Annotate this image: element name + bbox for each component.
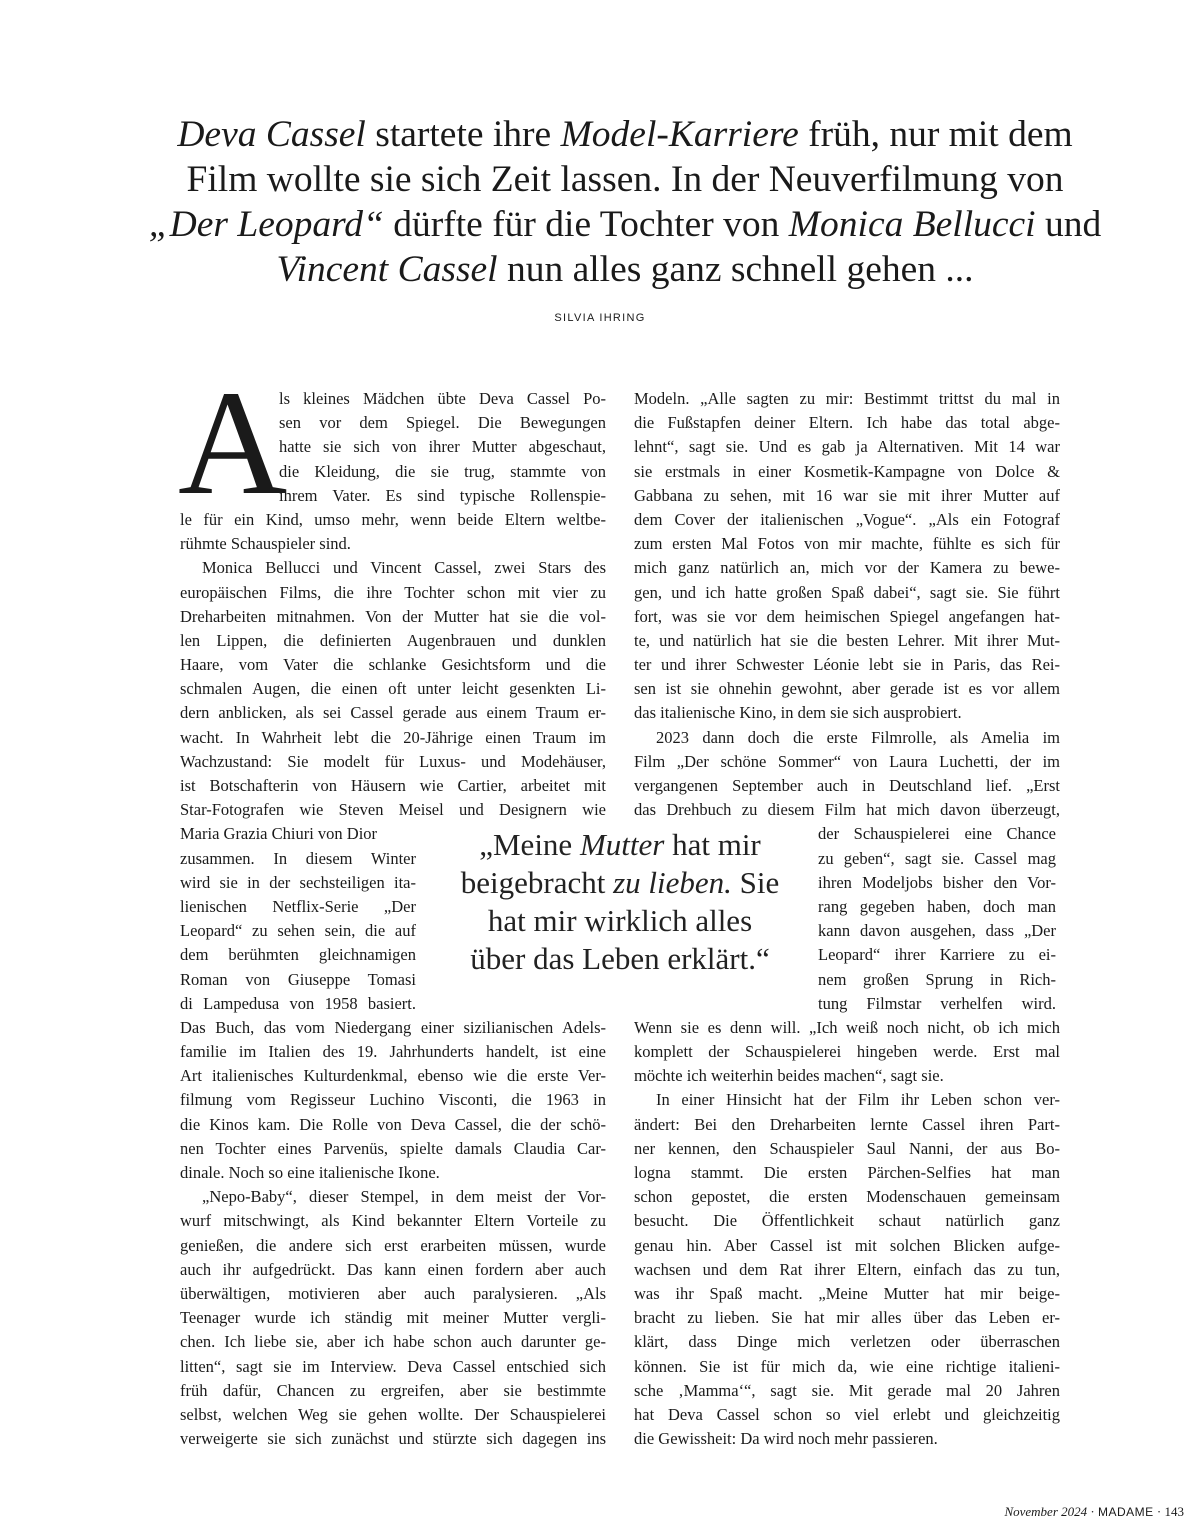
text-line: Monica Bellucci und Vincent Cassel, zwei Stars des bbox=[202, 558, 606, 578]
intro-segment: Deva Cassel bbox=[177, 114, 366, 155]
text-line: ihrem Vater. Es sind typische Rollenspie- bbox=[279, 485, 606, 505]
footer-separator: · bbox=[1153, 1504, 1165, 1519]
text-line: wachsen und dem Rat ihrer Eltern, einfach das zu tun, bbox=[634, 1259, 1060, 1279]
text-line: das italienische Kino, in dem sie sich ausprobiert. bbox=[634, 703, 962, 723]
text-line: gen, und ich hatte großen Spaß dabei“, sagt sie. Sie führt bbox=[634, 582, 1060, 602]
pull-quote-segment: über das Leben erklärt.“ bbox=[470, 941, 770, 976]
text-line: Gabbana zu sehen, mit 16 war sie mit ihrer Mutter auf bbox=[634, 485, 1060, 505]
text-line: sche ‚Mamma‘“, sagt sie. Mit gerade mal 20 Jahren bbox=[634, 1380, 1060, 1400]
intro-segment: Vincent Cassel bbox=[276, 249, 498, 290]
intro-segment: „Der Leopard“ bbox=[148, 204, 384, 245]
text-line: dern anblicken, als sei Cassel gerade aus einem Traum er- bbox=[180, 703, 606, 723]
intro-segment: früh, nur mit dem bbox=[798, 114, 1073, 155]
text-line: le für ein Kind, umso mehr, wenn beide Eltern weltbe- bbox=[180, 509, 606, 529]
text-line: lehnt“, sagt sie. Und es gab ja Alternativen. Mit 14 war bbox=[634, 437, 1060, 457]
pull-quote-segment: Mutter bbox=[579, 827, 665, 862]
text-line: ihren Modeljobs bisher den Vor- bbox=[818, 872, 1056, 892]
text-line: schmalen Augen, die einen oft unter leicht gesenkten Li- bbox=[180, 679, 606, 699]
intro-segment: und bbox=[1035, 204, 1102, 245]
left-column-text-a bbox=[180, 508, 606, 822]
author-byline: SILVIA IHRING bbox=[554, 312, 646, 324]
text-line: Art italienisches Kulturdenkmal, ebenso wie die erste Ver- bbox=[180, 1066, 606, 1086]
text-line: hat Deva Cassel schon so viel erlebt und gleichzeitig bbox=[634, 1404, 1060, 1424]
text-line: besucht. Die Öffentlichkeit schaut natürlich ganz bbox=[634, 1211, 1060, 1231]
pull-quote-segment: Sie bbox=[731, 865, 780, 900]
intro-segment: Model-Karriere bbox=[560, 114, 799, 155]
text-line: „Nepo-Baby“, dieser Stempel, in dem meist der Vor- bbox=[202, 1187, 606, 1207]
text-line: zusammen. In diesem Winter bbox=[180, 848, 416, 868]
issue-date: November 2024 bbox=[1004, 1504, 1088, 1519]
text-line: das Drehbuch zu diesem Film hat mich davon überzeugt, bbox=[634, 800, 1060, 820]
text-line: zu geben“, sagt sie. Cassel mag bbox=[818, 848, 1056, 868]
text-line: Wenn sie es denn will. „Ich weiß noch nicht, ob ich mich bbox=[634, 1017, 1060, 1037]
text-line: len Lippen, die definierten Augenbrauen und dunklen bbox=[180, 630, 606, 650]
text-line: Wachzustand: Sie modelt für Luxus- und Modehäuser, bbox=[180, 751, 606, 771]
text-line: ändert: Bei den Dreharbeiten lernte Cassel ihren Part- bbox=[634, 1114, 1060, 1134]
text-line: Modeln. „Alle sagten zu mir: Bestimmt trittst du mal in bbox=[634, 389, 1060, 408]
text-line: überwältigen, motivieren aber auch paralysieren. „Als bbox=[180, 1283, 606, 1303]
text-line: tung Filmstar verhelfen wird. bbox=[818, 993, 1056, 1013]
text-line: sen vor dem Spiegel. Die Bewegungen bbox=[279, 413, 606, 433]
text-line: Leopard“ zu sehen sein, die auf bbox=[180, 921, 416, 941]
text-line: 2023 dann doch die erste Filmrolle, als Amelia im bbox=[656, 727, 1060, 747]
intro-segment: Film wollte sie sich Zeit lassen. In der Neuverfilmung von bbox=[186, 159, 1064, 200]
text-line: lienischen Netflix-Serie „Der bbox=[180, 896, 416, 916]
text-line: verweigerte sie sich zunächst und stürzte sich dagegen ins bbox=[180, 1429, 606, 1449]
text-line: die Gewissheit: Da wird noch mehr passieren. bbox=[634, 1429, 938, 1449]
text-line: familie im Italien des 19. Jahrhunderts handelt, ist eine bbox=[180, 1042, 606, 1062]
text-line: zum ersten Mal Fotos von mir machte, fühlte es sich für bbox=[634, 534, 1060, 554]
drop-cap-lines bbox=[180, 387, 606, 508]
text-line: was ihr Spaß macht. „Meine Mutter hat mir beige- bbox=[634, 1283, 1060, 1303]
text-line: wurf mitschwingt, als Kind bekannter Eltern Vorteile zu bbox=[180, 1211, 606, 1231]
text-line: können. Sie ist für mich da, wie eine richtige italieni- bbox=[634, 1356, 1060, 1376]
footer-separator: · bbox=[1087, 1504, 1098, 1519]
intro-deck bbox=[120, 112, 1130, 292]
pull-quote-line bbox=[430, 864, 810, 902]
text-line: ist Botschafterin von Häusern wie Cartier, arbeitet mit bbox=[180, 776, 606, 795]
intro-line bbox=[120, 247, 1130, 292]
text-line: Film „Der schöne Sommer“ von Laura Luchetti, der im bbox=[634, 751, 1060, 771]
text-line: genau hin. Aber Cassel ist mit solchen Blicken aufge- bbox=[634, 1235, 1060, 1255]
right-column-text-a bbox=[634, 387, 1060, 822]
pull-quote-line bbox=[430, 902, 810, 940]
text-line: Star-Fotografen wie Steven Meisel und Designern wie bbox=[180, 800, 606, 820]
text-line: fort, was sie vor dem heimischen Spiegel angefangen hat- bbox=[634, 606, 1060, 626]
text-line: sie erstmals in einer Kosmetik-Kampagne von Dolce & bbox=[634, 461, 1060, 481]
text-line: genießen, die andere sich erst erarbeiten müssen, wurde bbox=[180, 1235, 606, 1255]
intro-line bbox=[120, 112, 1130, 157]
right-column-text-b bbox=[634, 1016, 1060, 1451]
drop-cap: A bbox=[178, 360, 287, 526]
text-line: wacht. In Wahrheit lebt die 20-Jährige einen Traum im bbox=[180, 727, 606, 747]
intro-line bbox=[120, 157, 1130, 202]
text-line: die Kleidung, die sie trug, stammte von bbox=[279, 461, 606, 481]
text-line: Haare, vom Vater die schlanke Gesichtsform und die bbox=[180, 655, 606, 675]
text-line: bracht zu lieben. Sie hat mir alles über das Leben er- bbox=[634, 1308, 1060, 1328]
page-footer bbox=[1004, 1504, 1184, 1520]
intro-line bbox=[120, 202, 1130, 247]
text-line: sen ist sie ohnehin gewohnt, aber gerade ist es vor allem bbox=[634, 679, 1060, 699]
text-line: di Lampedusa von 1958 basiert. bbox=[180, 993, 416, 1013]
text-line: nem großen Sprung in Rich- bbox=[818, 969, 1056, 989]
text-line: ter und ihrer Schwester Léonie lebt sie in Paris, das Rei- bbox=[634, 655, 1060, 675]
magazine-name: MADAME bbox=[1097, 1505, 1154, 1519]
text-line: Maria Grazia Chiuri von Dior bbox=[180, 824, 378, 844]
text-line: möchte ich weiterhin beides machen“, sagt sie. bbox=[634, 1066, 944, 1086]
pull-quote bbox=[430, 826, 810, 978]
text-line: die Fußstapfen deiner Eltern. Ich habe das total abge- bbox=[634, 413, 1060, 433]
text-line: te, und natürlich hat sie die besten Lehrer. Mit ihrer Mut- bbox=[634, 630, 1060, 650]
text-line: Dreharbeiten mitnahmen. Von der Mutter hat sie die vol- bbox=[180, 606, 606, 626]
pull-quote-line bbox=[430, 826, 810, 864]
text-line: filmung vom Regisseur Luchino Visconti, die 1963 in bbox=[180, 1090, 606, 1110]
text-line: rühmte Schauspieler sind. bbox=[180, 534, 351, 554]
text-line: komplett der Schauspielerei hingeben werde. Erst mal bbox=[634, 1042, 1060, 1062]
text-line: dinale. Noch so eine italienische Ikone. bbox=[180, 1163, 440, 1182]
pull-quote-segment: „Meine bbox=[479, 827, 580, 862]
text-line: selbst, welchen Weg sie gehen wollte. Der Schauspielerei bbox=[180, 1404, 606, 1424]
text-line: logna stammt. Die ersten Pärchen-Selfies hat man bbox=[634, 1163, 1060, 1182]
text-line: die Kinos kam. Die Rolle von Deva Cassel, die der schö- bbox=[180, 1114, 606, 1134]
pull-quote-segment: beigebracht bbox=[460, 865, 614, 900]
text-line: dem berühmten gleichnamigen bbox=[180, 945, 416, 965]
intro-segment: startete ihre bbox=[365, 114, 561, 155]
text-line: nen Tochter eines Parvenüs, spielte damals Claudia Car- bbox=[180, 1138, 606, 1158]
left-column-text-b bbox=[180, 1016, 606, 1451]
pull-quote-line bbox=[430, 940, 810, 978]
text-line: europäischen Films, die ihre Tochter schon mit vier zu bbox=[180, 582, 606, 602]
text-line: rang gegeben haben, doch man bbox=[818, 896, 1056, 916]
text-line: ner kennen, den Schauspieler Saul Nanni, der aus Bo- bbox=[634, 1138, 1060, 1158]
intro-segment: Monica Bellucci bbox=[788, 204, 1036, 245]
text-line: Teenager wurde ich ständig mit meiner Mutter vergli- bbox=[180, 1308, 606, 1328]
text-line: klärt, dass Dinge mich verletzen oder überraschen bbox=[634, 1332, 1060, 1352]
text-line: schon gepostet, die ersten Modenschauen gemeinsam bbox=[634, 1187, 1060, 1207]
text-line: der Schauspielerei eine Chance bbox=[818, 824, 1056, 844]
intro-segment: dürfte für die Tochter von bbox=[383, 204, 789, 245]
text-line: chen. Ich liebe sie, aber ich habe schon auch darunter ge- bbox=[180, 1332, 606, 1352]
pull-quote-segment: zu lieben. bbox=[613, 865, 732, 900]
text-line: mich ganz natürlich an, mich vor der Kamera zu bewe- bbox=[634, 558, 1060, 578]
text-line: wird sie in der sechsteiligen ita- bbox=[180, 872, 416, 892]
page-number: 143 bbox=[1164, 1504, 1184, 1519]
text-line: ls kleines Mädchen übte Deva Cassel Po- bbox=[279, 389, 606, 408]
intro-segment: nun alles ganz schnell gehen ... bbox=[497, 249, 974, 290]
text-line: vergangenen September auch in Deutschland lief. „Erst bbox=[634, 776, 1060, 795]
text-line: In einer Hinsicht hat der Film ihr Leben schon ver- bbox=[656, 1090, 1060, 1110]
text-line: litten“, sagt sie im Interview. Deva Cassel entschied sich bbox=[180, 1356, 606, 1376]
text-line: kann davon ausgehen, dass „Der bbox=[818, 921, 1056, 941]
text-line: dem Cover der italienischen „Vogue“. „Als ein Fotograf bbox=[634, 509, 1060, 529]
text-line: Leopard“ ihrer Karriere zu ei- bbox=[818, 945, 1056, 965]
text-line: auch ihr aufgedrückt. Das kann einen fordern aber auch bbox=[180, 1259, 606, 1279]
text-line: Roman von Giuseppe Tomasi bbox=[180, 969, 416, 989]
text-line: hatte sie sich von ihrer Mutter abgeschaut, bbox=[279, 437, 606, 457]
text-line: früh dafür, Chancen zu ergreifen, aber sie bestimmte bbox=[180, 1380, 606, 1400]
pull-quote-segment: hat mir wirklich alles bbox=[487, 903, 753, 938]
pull-quote-segment: hat mir bbox=[664, 827, 761, 862]
text-line: Das Buch, das vom Niedergang einer sizilianischen Adels- bbox=[180, 1017, 606, 1037]
